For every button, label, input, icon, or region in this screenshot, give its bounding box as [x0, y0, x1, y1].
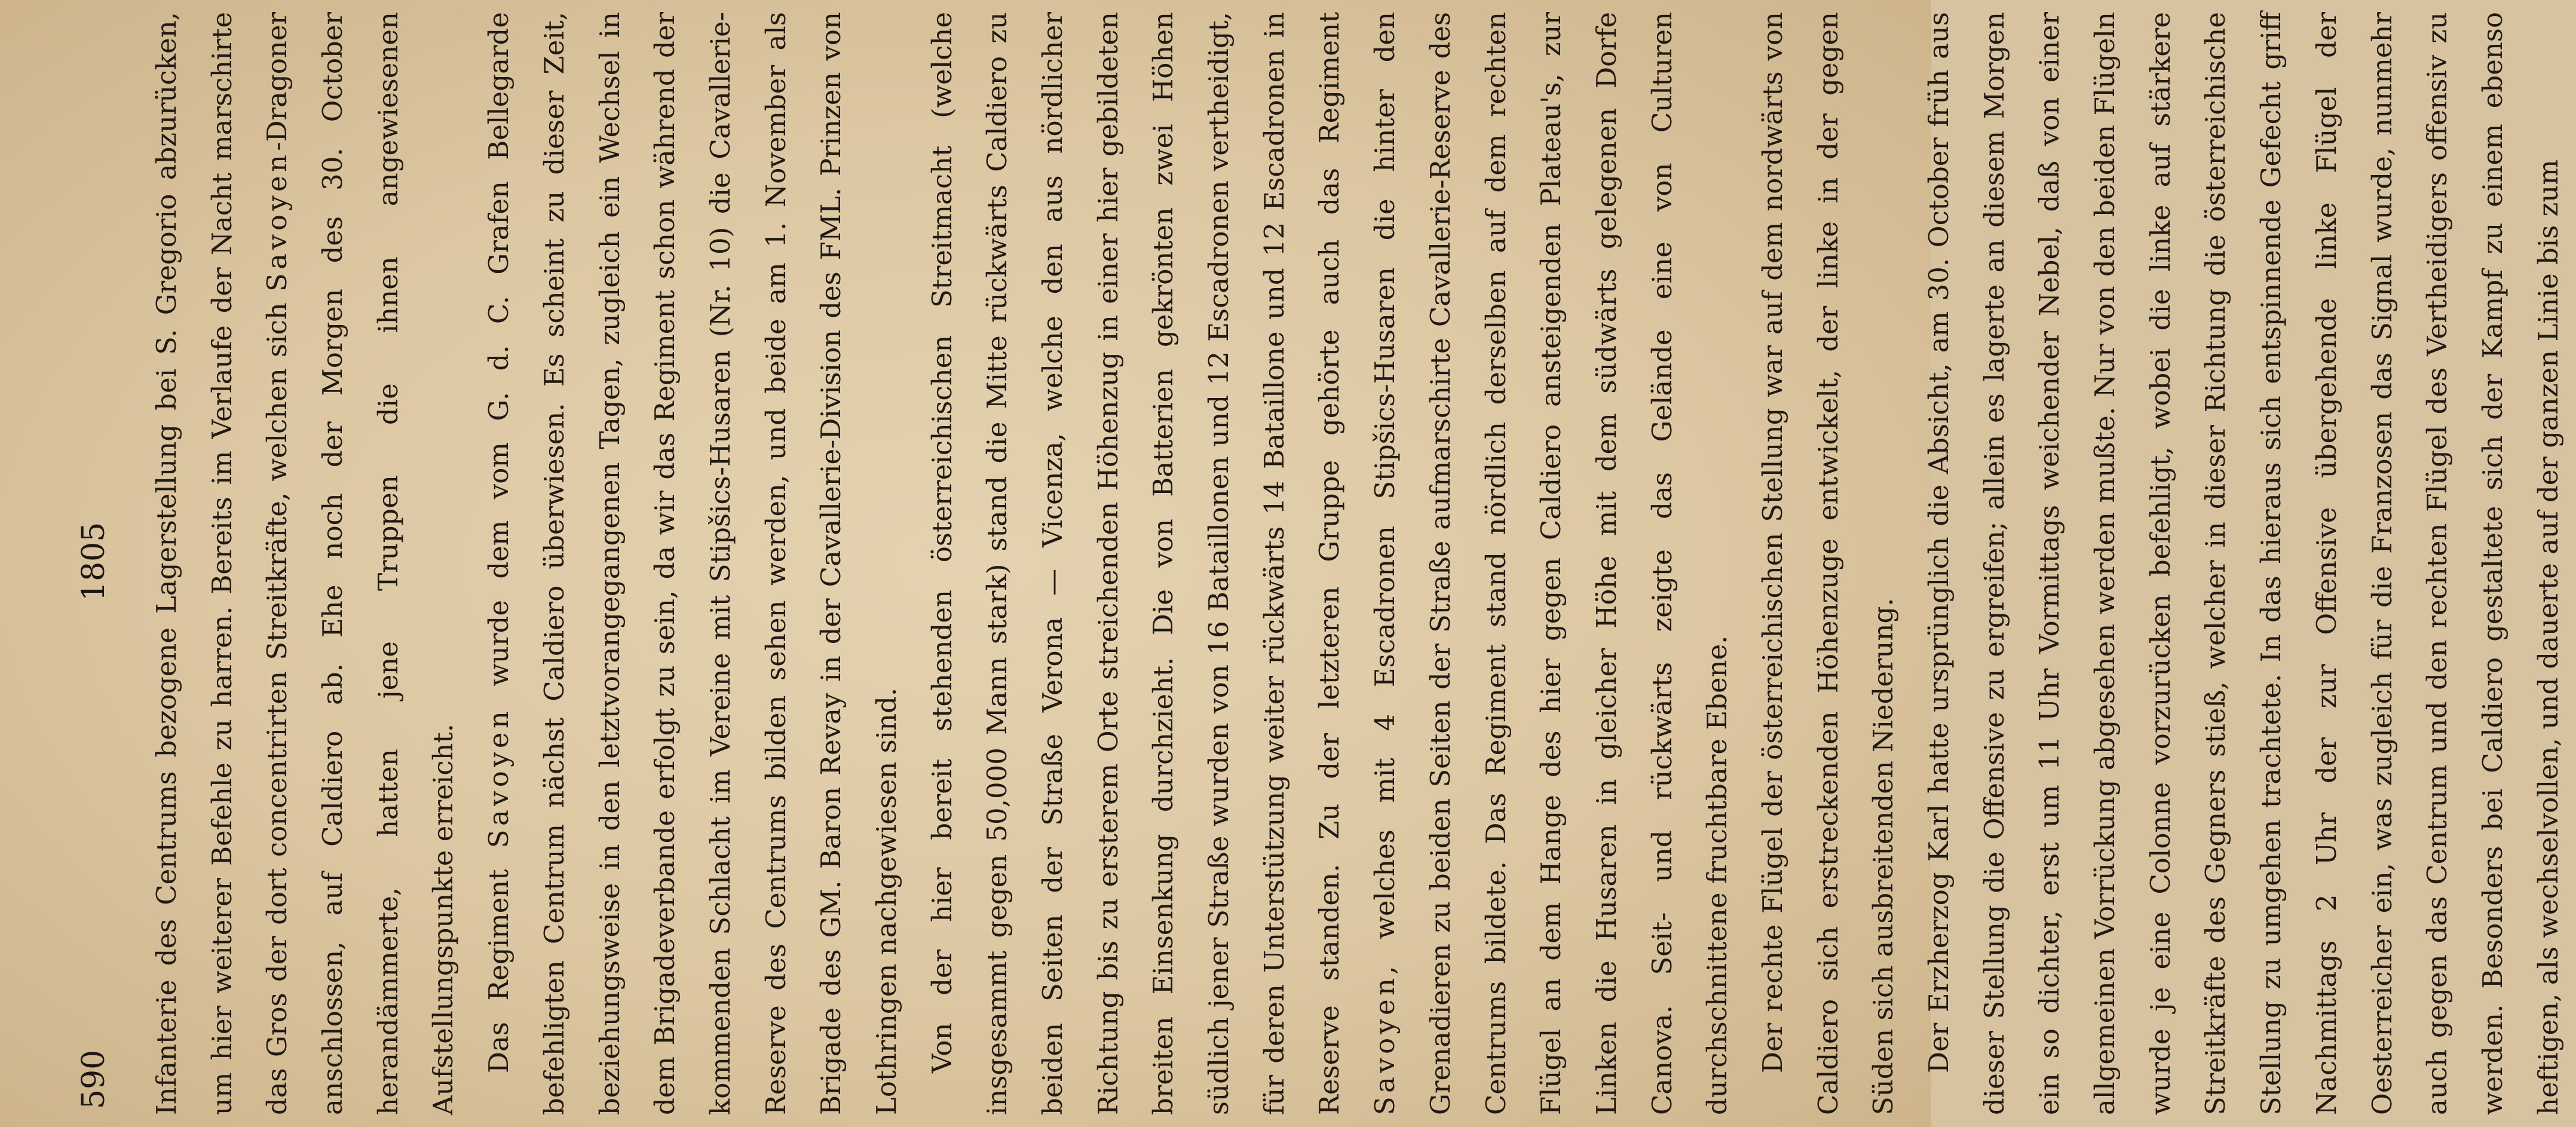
paragraph: [471, 12, 915, 1115]
text-run: -Dragoner anschlossen, auf Caldiero ab. Ehe noch der Morgen des 30. October herandämmerte, hatten jene Truppen die ihnen angewiesenen Aufstellungspunkte erreicht.: [261, 12, 460, 1115]
body-text: [139, 12, 2576, 1115]
paragraph: [1912, 12, 2576, 1115]
text-run: Infanterie des Centrums bezogene Lagerstellung bei S. Gregorio abzurücken, um hier weiterer Befehle zu harren. Bereits im Verlaufe der Nacht marschirte das Gros der dort concentrirten Streitkräfte, welchen sich: [151, 12, 293, 1115]
page-header: [76, 12, 122, 1115]
rotated-text-block: [76, 12, 2564, 1115]
running-header-year: 1805: [76, 522, 112, 601]
spaced-name: Savoyen: [1369, 974, 1401, 1115]
text-run: wurde dem vom G. d. C. Grafen Bellegarde befehligten Centrum nächst Caldiero überwiesen. Es scheint zu dieser Zeit, beziehungsweise in den letztvorangegangenen Tagen, zugleich ein Wechsel in dem Brigadeverbande erfolgt zu sein, da wir das Regiment schon während der kommenden Schlacht im Vereine mit Stipšics-Husaren (Nr. 10) die Cavallerie-Reserve des Centrums bilden sehen werden, und beide am 1. November als Brigade des GM. Baron Revay in der Cavallerie-Division des FML. Prinzen von Lothringen nachgewiesen sind.: [483, 12, 902, 1115]
page-number: 590: [76, 1049, 112, 1109]
spaced-name: Savoyen: [261, 151, 293, 292]
text-run: Der Erzherzog Karl hatte ursprünglich die Absicht, am 30. October früh aus dieser Stellung die Offensive zu ergreifen; allein es lagerte an diesem Morgen ein so dichter, erst um 11 Uhr Vormittags weichender Nebel, daß von einer allgemeinen Vorrückung abgesehen werden mußte. Nur von den beiden Flügeln wurde je eine Colonne vorzurücken befehligt, wobei die linke auf stärkere Streitkräfte des Gegners stieß, welcher in dieser Richtung die österreichische Stellung zu umgehen trachtete. In das hieraus sich entspinnende Gefecht griff Nachmittags 2 Uhr der zur Offensive übergehende linke Flügel der Oesterreicher ein, was zugleich für die Franzosen das Signal wurde, nunmehr auch gegen das Centrum und den rechten Flügel des Vertheidigers offensiv zu werden. Besonders bei Caldiero gestaltete sich der Kampf zu einem ebenso heftigen, als wechselvollen, und dauerte auf der ganzen Linie bis zum: [1923, 12, 2564, 1115]
text-run: , welches mit 4 Escadronen Stipšics-Husaren die hinter den Grenadieren zu beiden Seiten der Straße aufmarschirte Cavallerie-Reserve des Centrums bildete. Das Regiment stand nördlich derselben auf dem rechten Flügel an dem Hange des hier gegen Caldiero ansteigenden Plateau's, zur Linken die Husaren in gleicher Höhe mit dem südwärts gelegenen Dorfe Canova. Seit- und rückwärts zeigte das Gelände eine von Culturen durchschnittene fruchtbare Ebene.: [1369, 12, 1733, 1115]
paragraph: [1745, 12, 1912, 1115]
paragraph: [139, 12, 471, 1115]
spaced-name: Savoyen: [483, 707, 515, 849]
paragraph: [915, 12, 1745, 1115]
text-run: Von der hier bereit stehenden österreichischen Streitmacht (welche insgesammt gegen 50,000 Mann stark) stand die Mitte rückwärts Caldiero zu beiden Seiten der Straße Verona — Vicenza, welche den aus nördlicher Richtung bis zu ersterem Orte streichenden Höhenzug in einer hier gebildeten breiten Einsenkung durchzieht. Die von Batterien gekrönten zwei Höhen südlich jener Straße wurden von 16 Bataillonen und 12 Escadronen vertheidigt, für deren Unterstützung weiter rückwärts 14 Bataillone und 12 Escadronen in Reserve standen. Zu der letzteren Gruppe gehörte auch das Regiment: [926, 12, 1346, 1115]
text-run: Der rechte Flügel der österreichischen Stellung war auf dem nordwärts von Caldiero sich erstreckenden Höhenzuge entwickelt, der linke in der gegen Süden sich ausbreitenden Niederung.: [1756, 12, 1900, 1115]
text-run: Das Regiment: [483, 848, 515, 1073]
